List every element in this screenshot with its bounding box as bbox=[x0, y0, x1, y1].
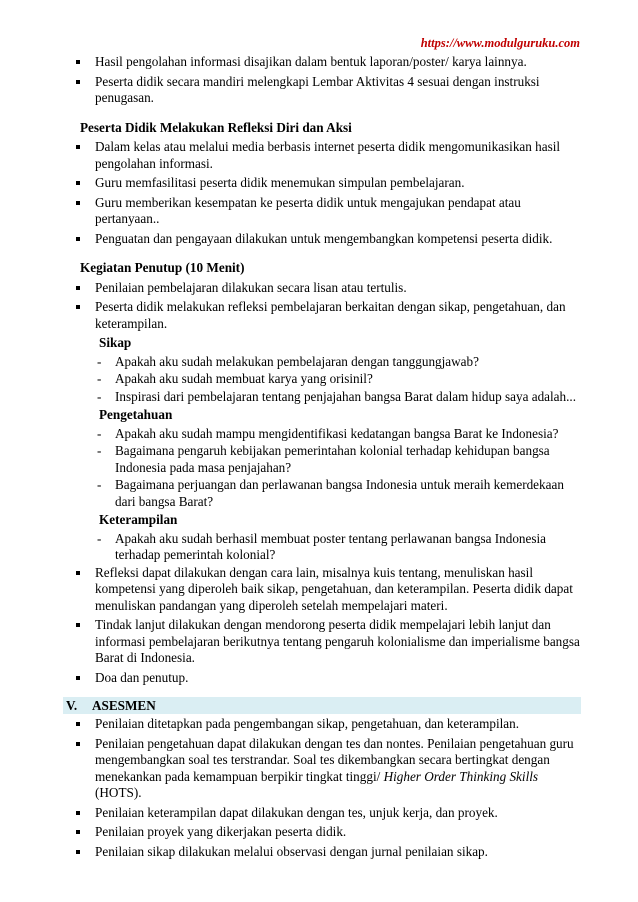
sikap-subheading: Sikap bbox=[99, 335, 132, 350]
top-bullet-list bbox=[60, 54, 580, 107]
list-item: Penilaian ditetapkan pada pengembangan sikap, pengetahuan, dan keterampilan. bbox=[60, 716, 580, 733]
list-item: - Apakah aku sudah berhasil membuat poster tentang perlawanan bangsa Indonesia terhadap pemerintah kolonial? bbox=[60, 531, 580, 564]
list-item: Hasil pengolahan informasi disajikan dalam bentuk laporan/poster/ karya lainnya. bbox=[60, 54, 580, 71]
penutup-list bbox=[60, 280, 580, 333]
list-item: - Inspirasi dari pembelajaran tentang penjajahan bangsa Barat dalam hidup saya adalah... bbox=[60, 389, 580, 406]
refleksi-heading: Peserta Didik Melakukan Refleksi Diri dan Aksi bbox=[80, 119, 352, 135]
document-body bbox=[60, 54, 580, 863]
keterampilan-list bbox=[60, 531, 580, 564]
item-text: Penilaian pengetahuan dapat dilakukan dengan tes dan nontes. Penilaian pengetahuan guru mengembangkan soal tes terstrandar. Soal tes dikembangkan secara bertingkat dengan menekankan pada kemampuan berpikir tingkat tinggi/ bbox=[95, 735, 574, 784]
list-item bbox=[60, 736, 580, 802]
asesmen-list bbox=[60, 716, 580, 860]
list-item: Refleksi dapat dilakukan dengan cara lain, misalnya kuis tentang, menuliskan hasil kompetensi yang diperoleh baik sikap, pengetahuan, dan keterampilan. Peserta didik dapat menuliskan pandangan yang diperoleh setelah mempelajari materi. bbox=[60, 565, 580, 615]
refleksi-list bbox=[60, 139, 580, 247]
sikap-list bbox=[60, 354, 580, 406]
list-item: Penilaian keterampilan dapat dilakukan dengan tes, unjuk kerja, dan proyek. bbox=[60, 805, 580, 822]
item-italic-text: Higher Order Thinking Skills bbox=[383, 768, 539, 784]
section-number: V. bbox=[66, 698, 78, 713]
list-item: Guru memfasilitasi peserta didik menemukan simpulan pembelajaran. bbox=[60, 175, 580, 192]
item-text-end: (HOTS). bbox=[95, 785, 142, 800]
list-item: Penguatan dan pengayaan dilakukan untuk mengembangkan kompetensi peserta didik. bbox=[60, 231, 580, 248]
list-item: - Apakah aku sudah melakukan pembelajaran dengan tanggungjawab? bbox=[60, 354, 580, 371]
list-item: Penilaian proyek yang dikerjakan peserta didik. bbox=[60, 824, 580, 841]
list-item: - Bagaimana pengaruh kebijakan pemerintahan kolonial terhadap kehidupan bangsa Indonesia pada masa penjajahan? bbox=[60, 443, 580, 476]
keterampilan-subheading: Keterampilan bbox=[99, 512, 178, 527]
list-item: Penilaian pembelajaran dilakukan secara lisan atau tertulis. bbox=[60, 280, 580, 297]
penutup-list-continued bbox=[60, 565, 580, 687]
list-item: - Bagaimana perjuangan dan perlawanan bangsa Indonesia untuk meraih kemerdekaan dari bangsa Barat? bbox=[60, 477, 580, 510]
list-item: Peserta didik secara mandiri melengkapi Lembar Aktivitas 4 sesuai dengan instruksi penugasan. bbox=[60, 74, 580, 107]
list-item: Dalam kelas atau melalui media berbasis internet peserta didik mengomunikasikan hasil pengolahan informasi. bbox=[60, 139, 580, 172]
pengetahuan-subheading: Pengetahuan bbox=[99, 407, 173, 422]
pengetahuan-list bbox=[60, 426, 580, 511]
list-item: - Apakah aku sudah mampu mengidentifikasi kedatangan bangsa Barat ke Indonesia? bbox=[60, 426, 580, 443]
asesmen-section-heading bbox=[63, 697, 581, 714]
list-item: Doa dan penutup. bbox=[60, 670, 580, 687]
header-url[interactable]: https://www.modulguruku.com bbox=[420, 36, 580, 50]
list-item: Penilaian sikap dilakukan melalui observasi dengan jurnal penilaian sikap. bbox=[60, 844, 580, 861]
section-title: ASESMEN bbox=[92, 698, 156, 713]
penutup-heading: Kegiatan Penutup (10 Menit) bbox=[80, 260, 245, 275]
list-item: Tindak lanjut dilakukan dengan mendorong peserta didik mempelajari lebih lanjut dan informasi pembelajaran berikutnya tentang pengaruh kolonialisme dan imperialisme bangsa Barat di Indonesia. bbox=[60, 617, 580, 667]
list-item: - Apakah aku sudah membuat karya yang orisinil? bbox=[60, 371, 580, 388]
list-item: Peserta didik melakukan refleksi pembelajaran berkaitan dengan sikap, pengetahuan, dan keterampilan. bbox=[60, 299, 580, 332]
list-item: Guru memberikan kesempatan ke peserta didik untuk mengajukan pendapat atau pertanyaan.. bbox=[60, 195, 580, 228]
